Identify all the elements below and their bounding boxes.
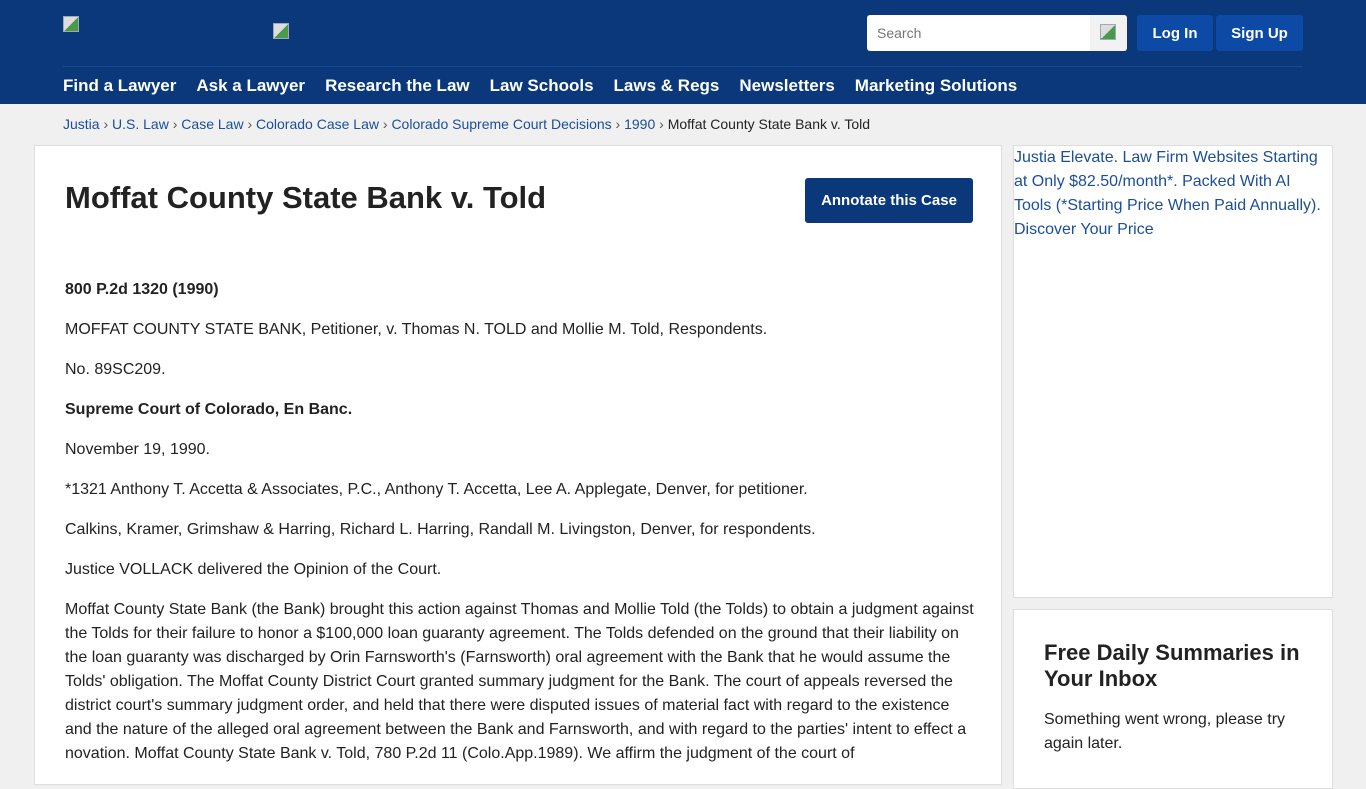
nav-research-law[interactable]: Research the Law: [325, 76, 470, 95]
decision-date: November 19, 1990.: [65, 441, 210, 458]
main-nav: [63, 76, 1017, 96]
crumb-supreme-court[interactable]: Colorado Supreme Court Decisions: [391, 116, 612, 132]
divider: [63, 66, 1303, 67]
citation: 800 P.2d 1320 (1990): [65, 281, 219, 298]
crumb-justia[interactable]: Justia: [63, 116, 100, 132]
crumb-current: Moffat County State Bank v. Told: [667, 116, 871, 132]
search-input[interactable]: [867, 15, 1090, 51]
nav-ask-lawyer[interactable]: Ask a Lawyer: [196, 76, 306, 95]
counsel-respondents: Calkins, Kramer, Grimshaw & Harring, Richard L. Harring, Randall M. Livingston, Denver, for respondents.: [65, 521, 816, 538]
counsel-petitioner: *1321 Anthony T. Accetta & Associates, P.C., Anthony T. Accetta, Lee A. Applegate, Denver, for petitioner.: [65, 481, 808, 498]
annotate-button[interactable]: Annotate this Case: [805, 178, 973, 223]
newsletter-error: Something went wrong, please try again later.: [1044, 711, 1286, 752]
page-title: Moffat County State Bank v. Told: [65, 180, 547, 215]
breadcrumb: Justia › U.S. Law › Case Law › Colorado Case Law › Colorado Supreme Court Decisions › 1990 › Moffat County State Bank v. Told: [63, 116, 871, 132]
nav-law-schools[interactable]: Law Schools: [489, 76, 594, 95]
justia-logo-icon[interactable]: [63, 16, 79, 32]
nav-laws-regs[interactable]: Laws & Regs: [613, 76, 720, 95]
crumb-us-law[interactable]: U.S. Law: [112, 116, 169, 132]
case-body: [65, 278, 975, 782]
site-header: [0, 0, 1366, 104]
search-icon: [1100, 24, 1116, 40]
ad-alt-text[interactable]: Justia Elevate. Law Firm Websites Starting at Only $82.50/month*. Packed With AI Tools (*Starting Price When Paid Annually). Discover Your Price: [1014, 149, 1321, 238]
search-button[interactable]: [1090, 15, 1127, 51]
newsletter-title: Free Daily Summaries in Your Inbox: [1044, 640, 1300, 691]
opinion-paragraph: Moffat County State Bank (the Bank) brought this action against Thomas and Mollie Told (the Tolds) to obtain a judgment against the Tolds for their failure to honor a $100,000 loan guaranty agreement. The Tolds defended on the ground that their liability on the loan guaranty was discharged by Orin Farnsworth's (Farnsworth) oral agreement with the Bank that he would assume the Tolds' obligation. The Moffat County District Court granted summary judgment for the Bank. The court of appeals reversed the district court's summary judgment order, and held that there were disputed issues of material fact with regard to the existence and the nature of the alleged oral agreement between the Bank and Farnsworth, and with regard to the parties' intent to effect a novation. Moffat County State Bank v. Told, 780 P.2d 11 (Colo.App.1989). We affirm the judgment of the court of: [65, 601, 974, 762]
ad-banner[interactable]: [1013, 145, 1333, 598]
nav-find-lawyer[interactable]: Find a Lawyer: [63, 76, 177, 95]
docket-number: No. 89SC209.: [65, 361, 166, 378]
newsletter-box: [1013, 609, 1333, 789]
opinion-author: Justice VOLLACK delivered the Opinion of the Court.: [65, 561, 442, 578]
case-content: [34, 145, 1002, 785]
nav-newsletters[interactable]: Newsletters: [739, 76, 835, 95]
crumb-1990[interactable]: 1990: [624, 116, 656, 132]
banner-image-icon: [273, 23, 289, 39]
parties: MOFFAT COUNTY STATE BANK, Petitioner, v. Thomas N. TOLD and Mollie M. Told, Respondents.: [65, 321, 768, 338]
signup-button[interactable]: Sign Up: [1216, 15, 1303, 51]
search-box: [867, 15, 1127, 51]
crumb-case-law[interactable]: Case Law: [181, 116, 244, 132]
court: Supreme Court of Colorado, En Banc.: [65, 401, 353, 418]
crumb-colorado-case-law[interactable]: Colorado Case Law: [256, 116, 379, 132]
nav-marketing[interactable]: Marketing Solutions: [854, 76, 1018, 95]
login-button[interactable]: Log In: [1137, 15, 1213, 51]
